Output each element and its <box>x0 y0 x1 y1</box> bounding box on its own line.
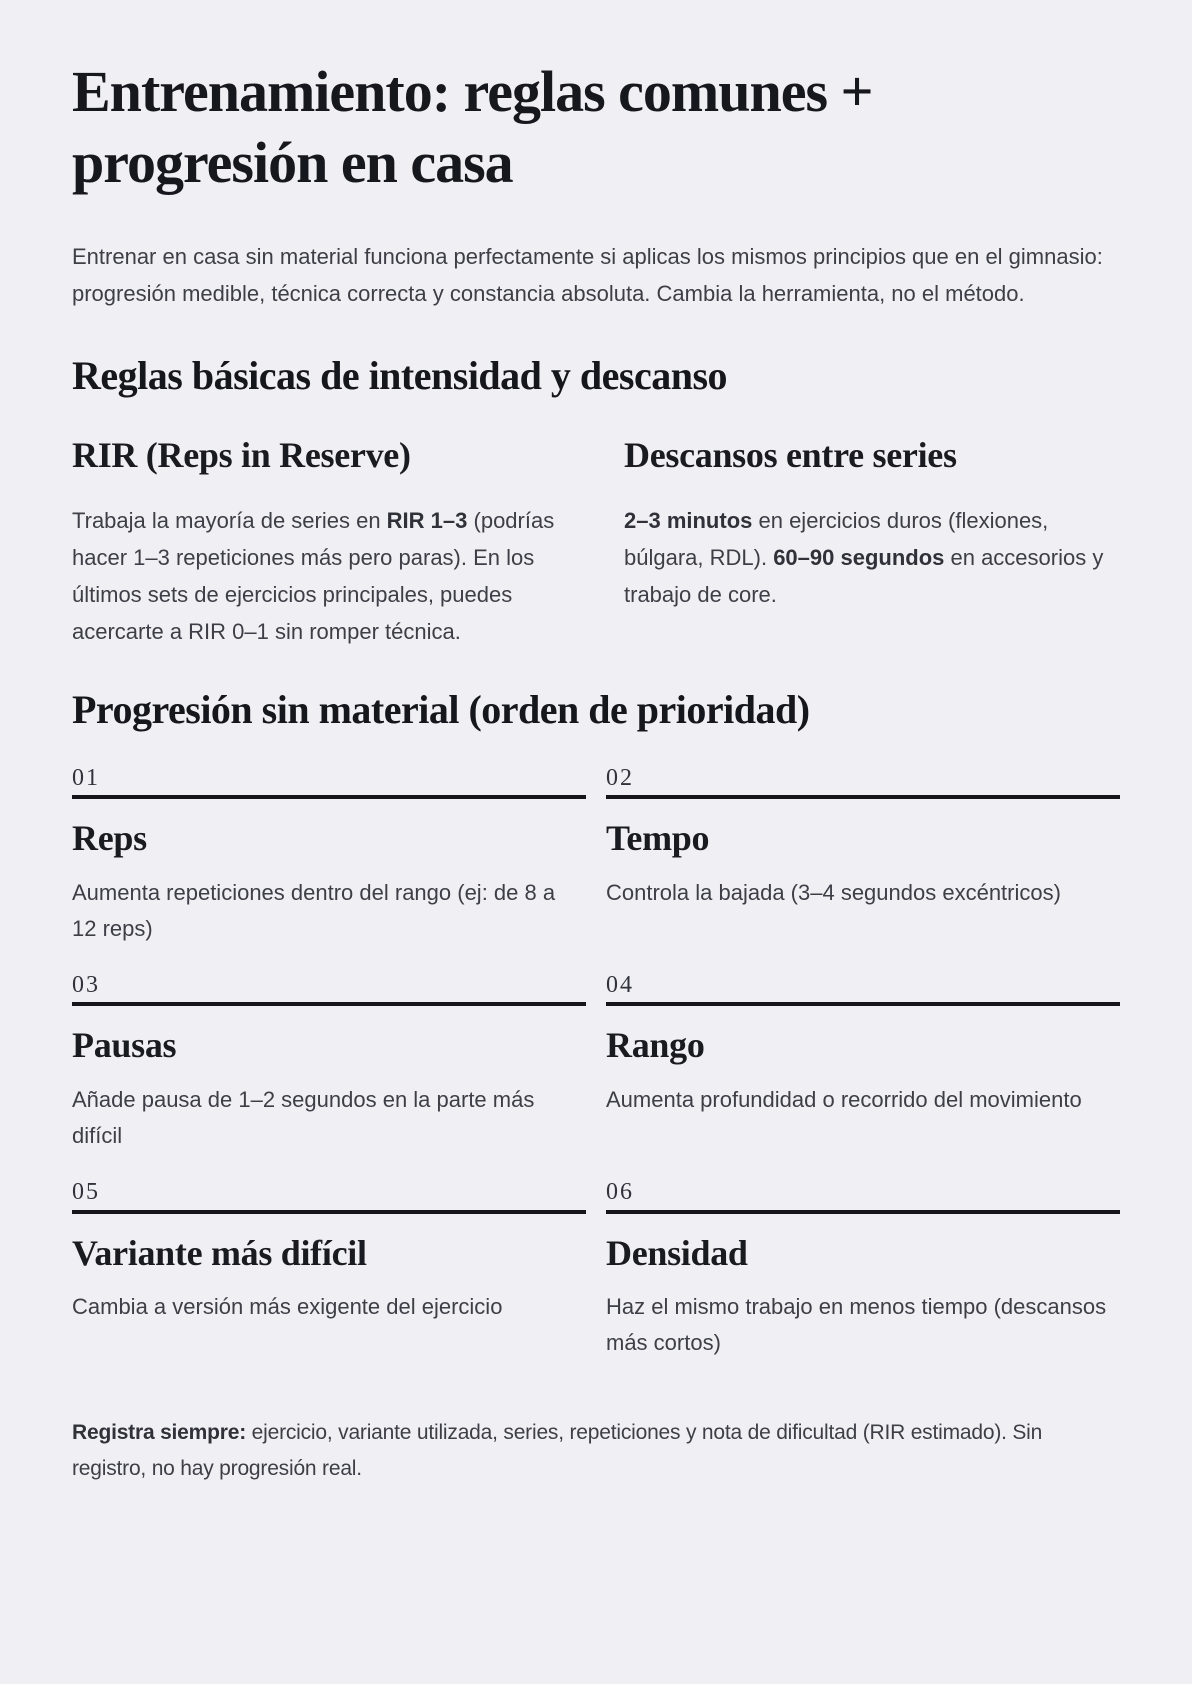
item-title: Densidad <box>606 1232 748 1273</box>
progression-item-tempo <box>606 764 1120 947</box>
divider-line <box>606 1210 1120 1214</box>
item-number: 02 <box>606 764 634 791</box>
progression-section <box>72 686 1120 1362</box>
text-segment: ejercicio, variante utilizada, series, repeticiones y nota de dificultad (RIR estimado). Sin registro, no hay progresión real. <box>72 1421 1043 1481</box>
progression-item-variante <box>72 1178 586 1361</box>
rules-section-heading: Reglas básicas de intensidad y descanso <box>72 353 728 398</box>
text-segment: (podrías hacer 1–3 repeticiones más pero paras). En los últimos sets de ejercicios principales, puedes acercarte a RIR 0–1 sin romper técnica. <box>72 507 555 644</box>
text-segment-bold: Registra siempre: <box>72 1421 247 1445</box>
item-description: Haz el mismo trabajo en menos tiempo (descansos más cortos) <box>606 1294 1107 1356</box>
divider-line <box>72 1002 586 1006</box>
text-segment: en ejercicios duros (flexiones, búlgara, RDL). <box>624 507 1049 570</box>
rules-section <box>72 352 1120 650</box>
text-segment-bold: 60–90 segundos <box>773 544 945 570</box>
rules-columns <box>72 436 1120 650</box>
divider-line <box>606 1002 1120 1006</box>
item-description: Controla la bajada (3–4 segundos excéntricos) <box>606 879 1061 905</box>
rir-column <box>72 436 568 650</box>
item-title: Variante más difícil <box>72 1232 367 1273</box>
rest-paragraph <box>624 502 1120 613</box>
progression-item-densidad <box>606 1178 1120 1361</box>
page-title: Entrenamiento: reglas comunes + progresión en casa <box>72 59 873 195</box>
item-description: Aumenta profundidad o recorrido del movimiento <box>606 1086 1082 1112</box>
item-description: Cambia a versión más exigente del ejercicio <box>72 1294 503 1320</box>
item-description: Añade pausa de 1–2 segundos en la parte más difícil <box>72 1086 535 1148</box>
item-number: 01 <box>72 764 100 791</box>
item-number: 05 <box>72 1178 100 1205</box>
item-description: Aumenta repeticiones dentro del rango (ej: de 8 a 12 reps) <box>72 879 556 941</box>
rir-heading: RIR (Reps in Reserve) <box>72 435 411 475</box>
item-title: Pausas <box>72 1025 177 1066</box>
text-segment-bold: RIR 1–3 <box>386 507 468 533</box>
progression-item-pausas <box>72 971 586 1154</box>
item-number: 03 <box>72 971 100 998</box>
text-segment: Trabaja la mayoría de series en <box>72 507 387 533</box>
item-number: 06 <box>606 1178 634 1205</box>
divider-line <box>72 795 586 799</box>
rest-column <box>624 436 1120 650</box>
rest-heading: Descansos entre series <box>624 435 957 475</box>
rir-paragraph <box>72 502 568 650</box>
divider-line <box>72 1210 586 1214</box>
item-title: Tempo <box>606 818 710 859</box>
text-segment-bold: 2–3 minutos <box>624 507 753 533</box>
item-number: 04 <box>606 971 634 998</box>
footer-note <box>72 1415 1120 1547</box>
progression-section-heading: Progresión sin material (orden de prioridad) <box>72 686 810 732</box>
intro-paragraph: Entrenar en casa sin material funciona perfectamente si aplicas los mismos principios que en el gimnasio: progresión medible, técnica correcta y constancia absoluta. Cambia la herramienta, no el método. <box>72 244 1103 306</box>
progression-item-rango <box>606 971 1120 1154</box>
progression-item-reps <box>72 764 586 947</box>
item-title: Rango <box>606 1025 705 1066</box>
text-segment: en accesorios y trabajo de core. <box>624 544 1104 607</box>
divider-line <box>606 795 1120 799</box>
progression-grid <box>72 764 1120 1362</box>
item-title: Reps <box>72 818 147 859</box>
